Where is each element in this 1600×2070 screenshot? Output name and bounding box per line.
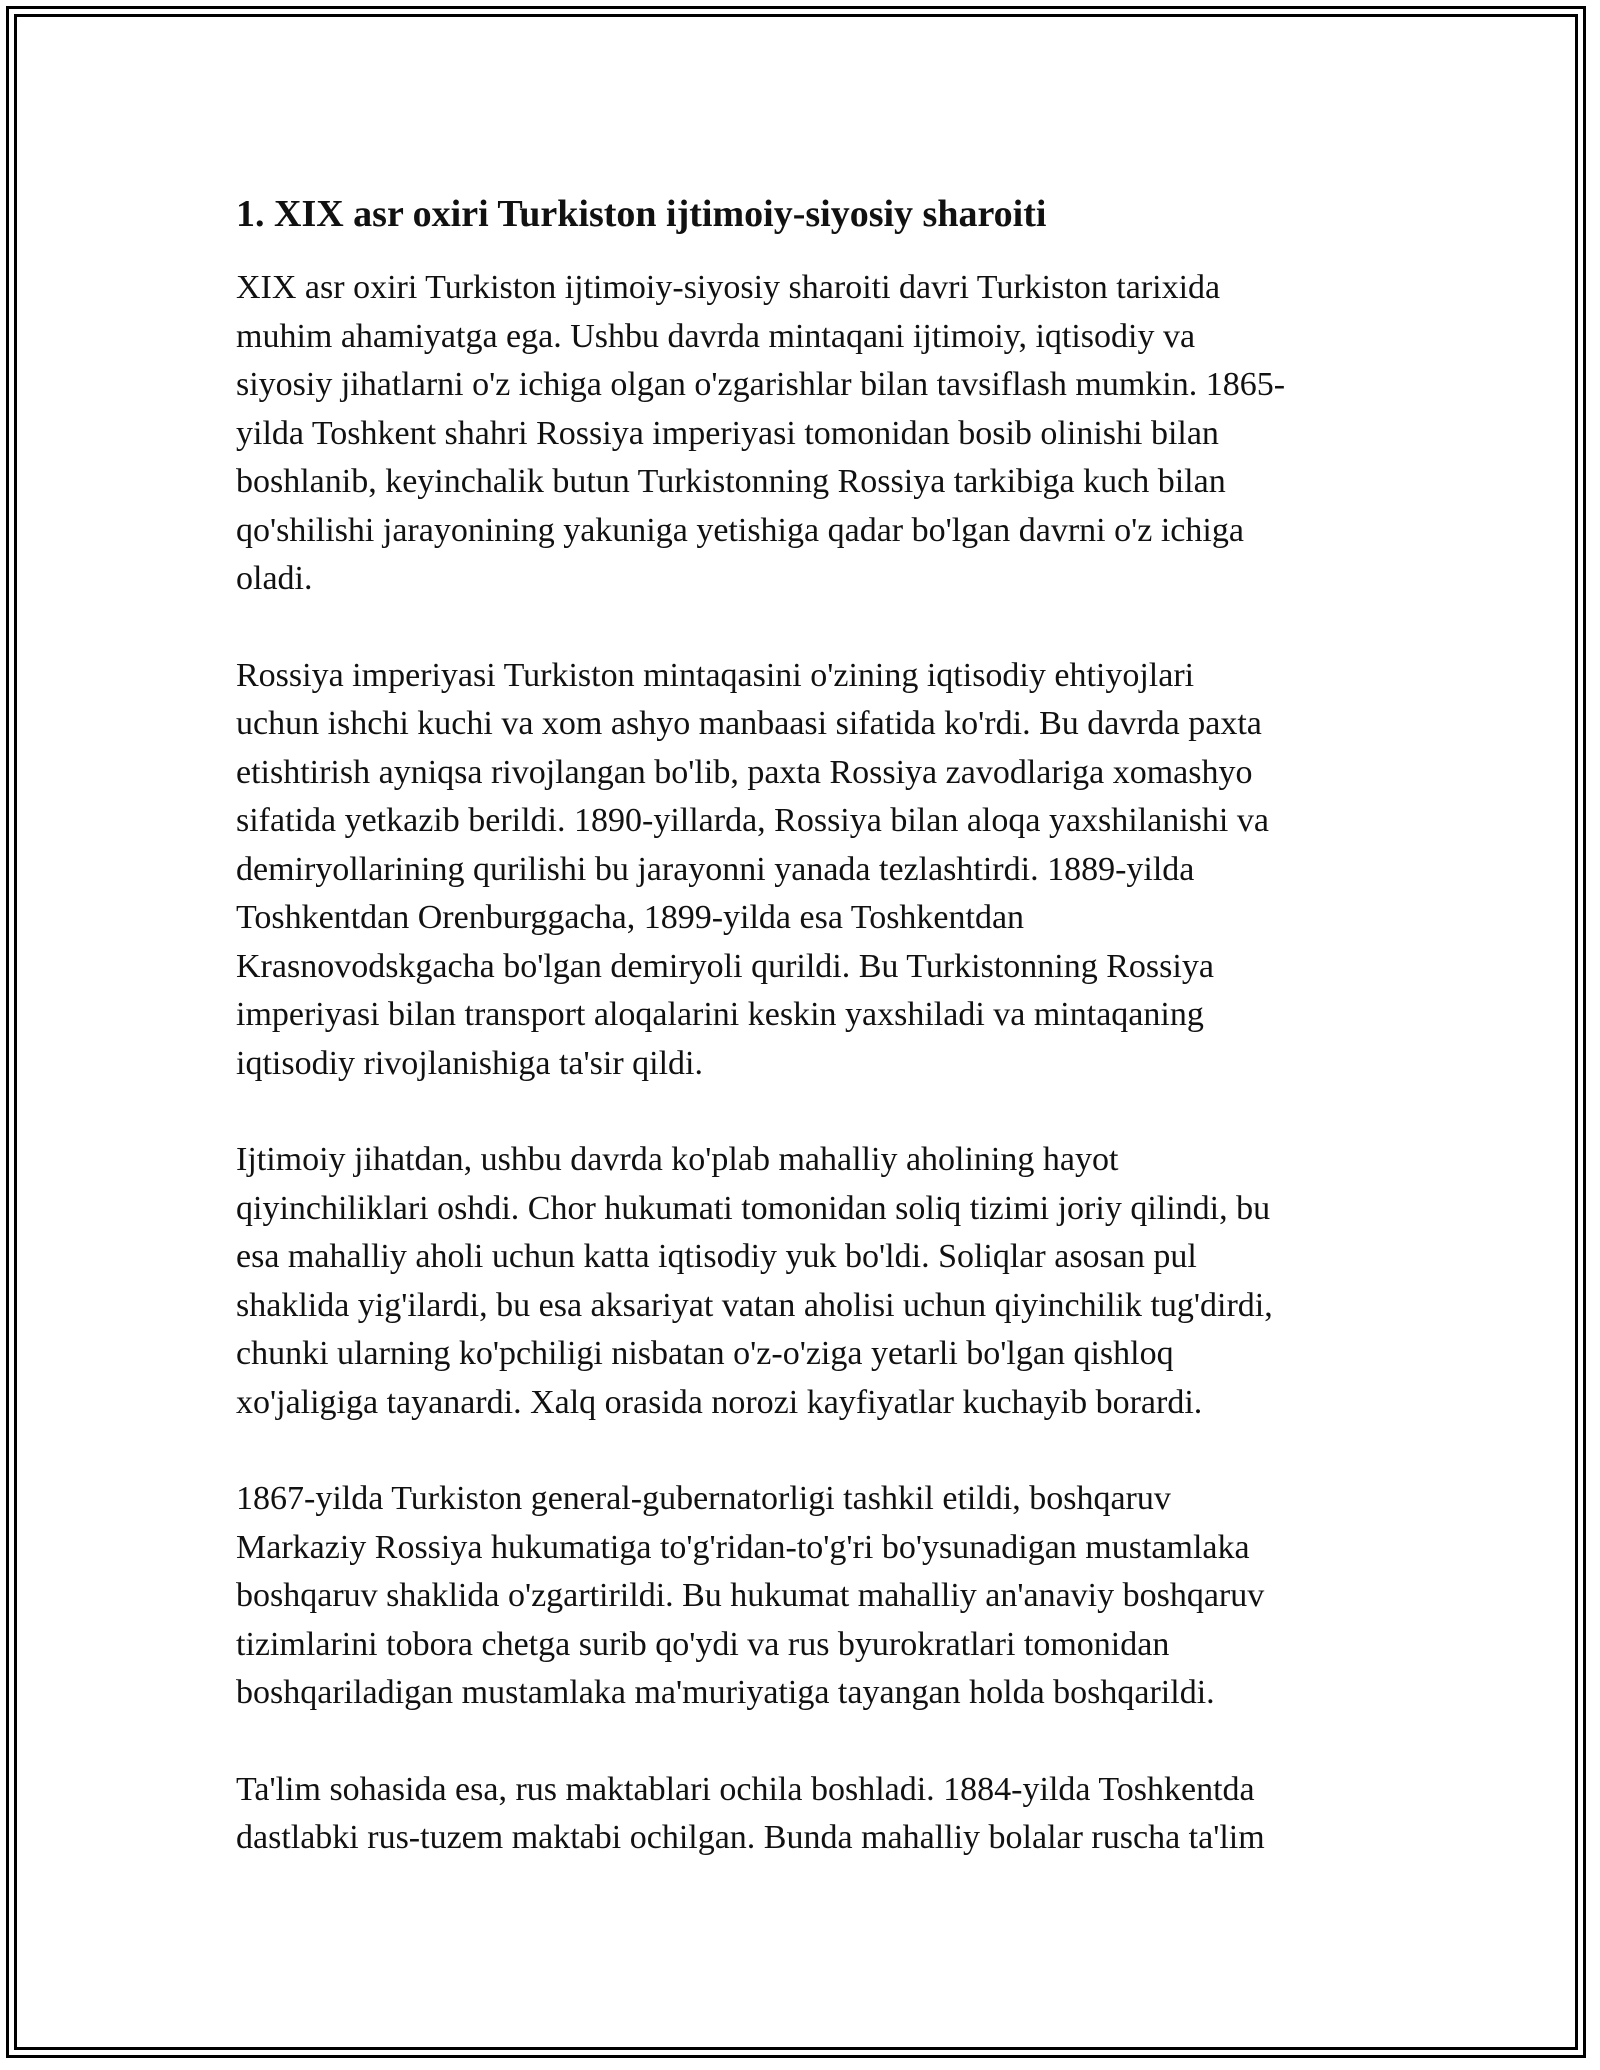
section-heading: 1. XIX asr oxiri Turkiston ijtimoiy-siyosiy sharoiti [236,193,1047,235]
text-line: sifatida yetkazib berildi. 1890-yillarda, Rossiya bilan aloqa yaxshilanishi va [236,802,1269,839]
text-line: qo'shilishi jarayonining yakuniga yetishiga qadar bo'lgan davrni o'z ichiga [236,511,1244,549]
paragraph-list [236,264,1372,1863]
text-line: xo'jaligiga tayanardi. Xalq orasida norozi kayfiyatlar kuchayib borardi. [236,1383,1203,1421]
text-line: boshqariladigan mustamlaka ma'muriyatiga tayangan holda boshqarildi. [236,1674,1215,1711]
text-line: imperiyasi bilan transport aloqalarini keskin yaxshiladi va mintaqaning [236,996,1204,1033]
paragraph [236,652,1372,1089]
text-line: muhim ahamiyatga ega. Ushbu davrda mintaqani ijtimoiy, iqtisodiy va [236,317,1196,355]
text-line: Toshkentdan Orenburggacha, 1899-yilda esa Toshkentdan [236,899,1025,936]
text-line: etishtirish ayniqsa rivojlangan bo'lib, paxta Rossiya zavodlariga xomashyo [236,753,1253,791]
paragraph [236,1136,1372,1427]
text-line: yilda Toshkent shahri Rossiya imperiyasi tomonidan bosib olinishi bilan [236,414,1219,452]
text-line: chunki ularning ko'pchiligi nisbatan o'z-o'ziga yetarli bo'lgan qishloq [236,1335,1174,1372]
paragraph [236,264,1372,604]
text-line: Krasnovodskgacha bo'lgan demiryoli qurildi. Bu Turkistonning Rossiya [236,947,1214,985]
text-line: esa mahalliy aholi uchun katta iqtisodiy yuk bo'ldi. Soliqlar asosan pul [236,1238,1197,1275]
text-line: oladi. [236,560,313,597]
text-line: siyosiy jihatlarni o'z ichiga olgan o'zgarishlar bilan tavsiflash mumkin. 1865- [236,366,1286,403]
text-line: tizimlarini tobora chetga surib qo'ydi va rus byurokratlari tomonidan [236,1625,1170,1663]
text-line: qiyinchiliklari oshdi. Chor hukumati tomonidan soliq tizimi joriy qilindi, bu [236,1189,1271,1227]
text-line: shaklida yig'ilardi, bu esa aksariyat vatan aholisi uchun qiyinchilik tug'dirdi, [236,1286,1273,1324]
text-line: 1867-yilda Turkiston general-gubernatorligi tashkil etildi, boshqaruv [236,1480,1171,1517]
paragraph [236,1475,1372,1718]
paragraph [236,1766,1372,1863]
text-line: boshlanib, keyinchalik butun Turkistonning Rossiya tarkibiga kuch bilan [236,463,1226,500]
text-line: Ijtimoiy jihatdan, ushbu davrda ko'plab mahalliy aholining hayot [236,1141,1119,1178]
text-line: Ta'lim sohasida esa, rus maktablari ochila boshladi. 1884-yilda Toshkentda [236,1770,1255,1808]
document-body [236,186,1372,1911]
text-line: boshqaruv shaklida o'zgartirildi. Bu hukumat mahalliy an'anaviy boshqaruv [236,1577,1265,1614]
text-line: Rossiya imperiyasi Turkiston mintaqasini o'zining iqtisodiy ehtiyojlari [236,656,1195,694]
text-line: XIX asr oxiri Turkiston ijtimoiy-siyosiy sharoiti davri Turkiston tarixida [236,269,1221,306]
text-line: uchun ishchi kuchi va xom ashyo manbaasi sifatida ko'rdi. Bu davrda paxta [236,705,1262,742]
text-line: Markaziy Rossiya hukumatiga to'g'ridan-to'g'ri bo'ysunadigan mustamlaka [236,1528,1250,1566]
text-line: demiryollarining qurilishi bu jarayonni yanada tezlashtirdi. 1889-yilda [236,850,1195,888]
text-line: dastlabki rus-tuzem maktabi ochilgan. Bunda mahalliy bolalar ruscha ta'lim [236,1819,1265,1856]
text-line: iqtisodiy rivojlanishiga ta'sir qildi. [236,1044,703,1082]
